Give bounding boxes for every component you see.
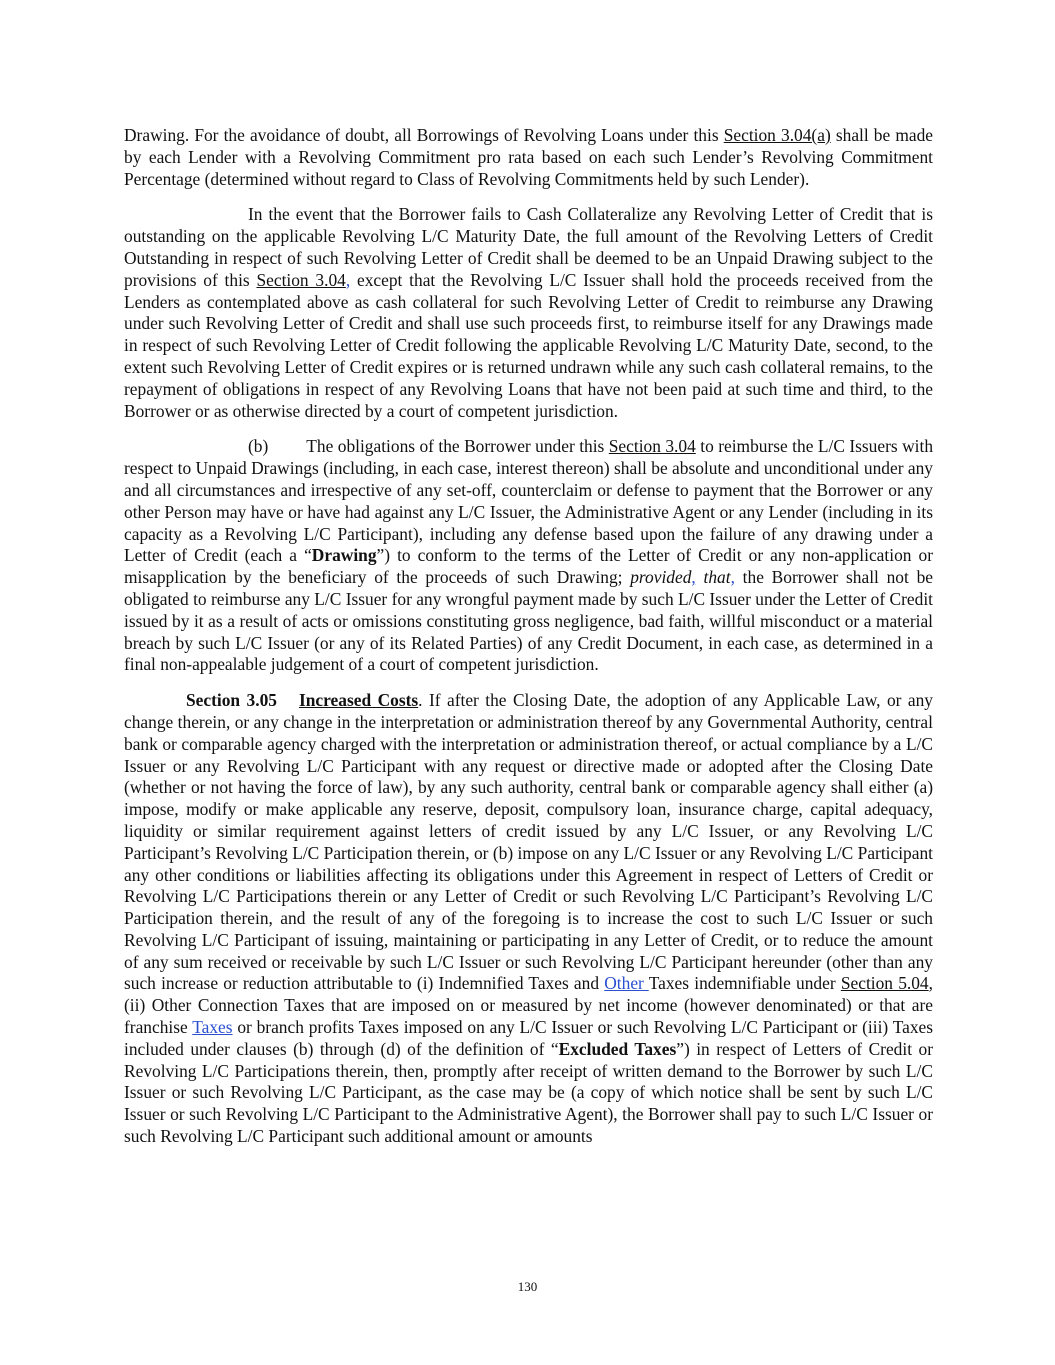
paragraph-cash-collateral bbox=[124, 204, 933, 422]
defined-term: Drawing bbox=[311, 545, 377, 566]
document-page bbox=[124, 125, 933, 1148]
section-number: Section 3.05 bbox=[186, 690, 277, 711]
text-span: shall be made by each Lender with a Revolving Commitment pro rata based on each such Lender’s Revolving Commitment Percentage (determined without regard to Class of Revolving Commitments held by such Lender). bbox=[124, 125, 933, 189]
text-span: In the event that the Borrower fails to Cash Collateralize any Revolving Letter of Credit that is outstanding on the applicable Revolving L/C Maturity Date, the full amount of the Revolving Letters of Credit Outstanding in respect of such Revolving Letter of Credit shall be deemed to be an Unpaid Drawing subject to the provisions of this bbox=[124, 204, 933, 290]
text-span: to reimburse the L/C Issuers with respect to Unpaid Drawings (including, in each case, interest thereon) shall be absolute and unconditional under any and all circumstances and irrespective of any set-off, counterclaim or defense to payment that the Borrower or any other Person may have or have had against any L/C Issuer, the Administrative Agent or any Lender (including in its capacity as a Revolving L/C Participant), including any defense based upon the failure of any drawing under a Letter of Credit (each a “ bbox=[124, 436, 934, 566]
section-heading: Increased Costs bbox=[298, 690, 419, 711]
section-reference: Section 3.04 bbox=[608, 436, 696, 457]
defined-term: Excluded Taxes bbox=[558, 1038, 677, 1059]
italic-term: that bbox=[695, 567, 731, 588]
other-link[interactable]: Other bbox=[604, 973, 649, 994]
text-span: ”) in respect of Letters of Credit or Revolving L/C Participations therein, then, promptly after receipt of written demand to the Borrower by such L/C Issuer or such Revolving L/C Participant, as the case may be (a copy of which notice shall be sent by such L/C Issuer or such Revolving L/C Participant to the Administrative Agent), the Borrower shall pay to such L/C Issuer or such Revolving L/C Participant such additional amount or amounts bbox=[124, 1038, 933, 1147]
text-span: Taxes indemnifiable under bbox=[648, 973, 841, 994]
inserted-comma-link[interactable]: , bbox=[345, 269, 351, 290]
taxes-link[interactable]: Taxes bbox=[192, 1017, 233, 1038]
text-span: except that the Revolving L/C Issuer shall hold the proceeds received from the Lenders as contemplated above as cash collateral for such Revolving Letter of Credit to reimburse any Drawing under such Revolving Letter of Credit and shall use such proceeds first, to reimburse itself for any Drawings made in respect of such Revolving Letter of Credit following the applicable Revolving L/C Maturity Date, second, to the extent such Revolving Letter of Credit expires or is returned undrawn while any such cash collateral remains, to the repayment of obligations in respect of any Revolving Loans that have not been paid at such time and third, to the Borrower or as otherwise directed by a court of competent jurisdiction. bbox=[124, 269, 934, 421]
section-reference: Section 3.04 bbox=[256, 269, 346, 290]
text-span: , (ii) Other Connection Taxes that are imposed on or measured by net income (however denominated) or that are franchise bbox=[124, 973, 933, 1038]
paragraph-b-obligations bbox=[124, 436, 933, 676]
text-span: . If after the Closing Date, the adoption of any Applicable Law, or any change therein, or any change in the interpretation or administration thereof by any Governmental Authority, central bank or comparable agency charged with the interpretation or administration thereof, or actual compliance by a L/C Issuer or any Revolving L/C Participant with any request or directive made or adopted after the Closing Date (whether or not having the force of law), by any such authority, central bank or comparable agency shall either (a) impose, modify or make applicable any reserve, deposit, compulsory loan, insurance charge, capital adequacy, liquidity or similar requirement against letters of credit issued by any L/C Issuer, or any Revolving L/C Participant’s Revolving L/C Participation therein, or (b) impose on any L/C Issuer or any Revolving L/C Participant any other conditions or liabilities affecting its obligations under this Agreement in respect of Letters of Credit or Revolving L/C Participations therein or any Letter of Credit or such Revolving L/C Participant’s Revolving L/C Participation therein, and the result of any of the foregoing is to increase the cost to such L/C Issuer or such Revolving L/C Participant of issuing, maintaining or participating in any Letter of Credit, or to reduce the amount of any sum received or receivable by such L/C Issuer or such Revolving L/C Participant hereunder (other than any such increase or reduction attributable to (i) Indemnified Taxes and bbox=[124, 690, 933, 994]
clause-label: (b) bbox=[248, 436, 269, 457]
text-span: Drawing. For the avoidance of doubt, all Borrowings of Revolving Loans under this bbox=[124, 125, 724, 145]
italic-term: provided bbox=[630, 567, 692, 588]
page-number: 130 bbox=[517, 1279, 538, 1294]
paragraph-section-3-05 bbox=[124, 690, 933, 1148]
text-span: ”) to conform to the terms of the Letter of Credit or any non-application or misapplication by the beneficiary of the proceeds of such Drawing; bbox=[124, 545, 933, 588]
text-span: or branch profits Taxes imposed on any L/C Issuer or such Revolving L/C Participant or (iii) Taxes included under clauses (b) through (d) of the definition of “ bbox=[124, 1017, 933, 1059]
section-reference: Section 3.04(a) bbox=[723, 125, 831, 145]
inserted-comma-link[interactable]: , bbox=[691, 567, 696, 588]
paragraph-drawing-continuation bbox=[124, 125, 933, 190]
text-span: the Borrower shall not be obligated to reimburse any L/C Issuer for any wrongful payment made by such L/C Issuer under the Letter of Credit issued by it as a result of acts or omissions constituting gross negligence, bad faith, willful misconduct or a material breach by such L/C Issuer (or any of its Related Parties) of any Credit Document, in each case, as determined in a final non-appealable judgement of a court of competent jurisdiction. bbox=[124, 567, 933, 675]
inserted-comma-link[interactable]: , bbox=[730, 567, 735, 588]
text-span: The obligations of the Borrower under this bbox=[306, 436, 609, 457]
section-reference: Section 5.04 bbox=[840, 973, 929, 994]
